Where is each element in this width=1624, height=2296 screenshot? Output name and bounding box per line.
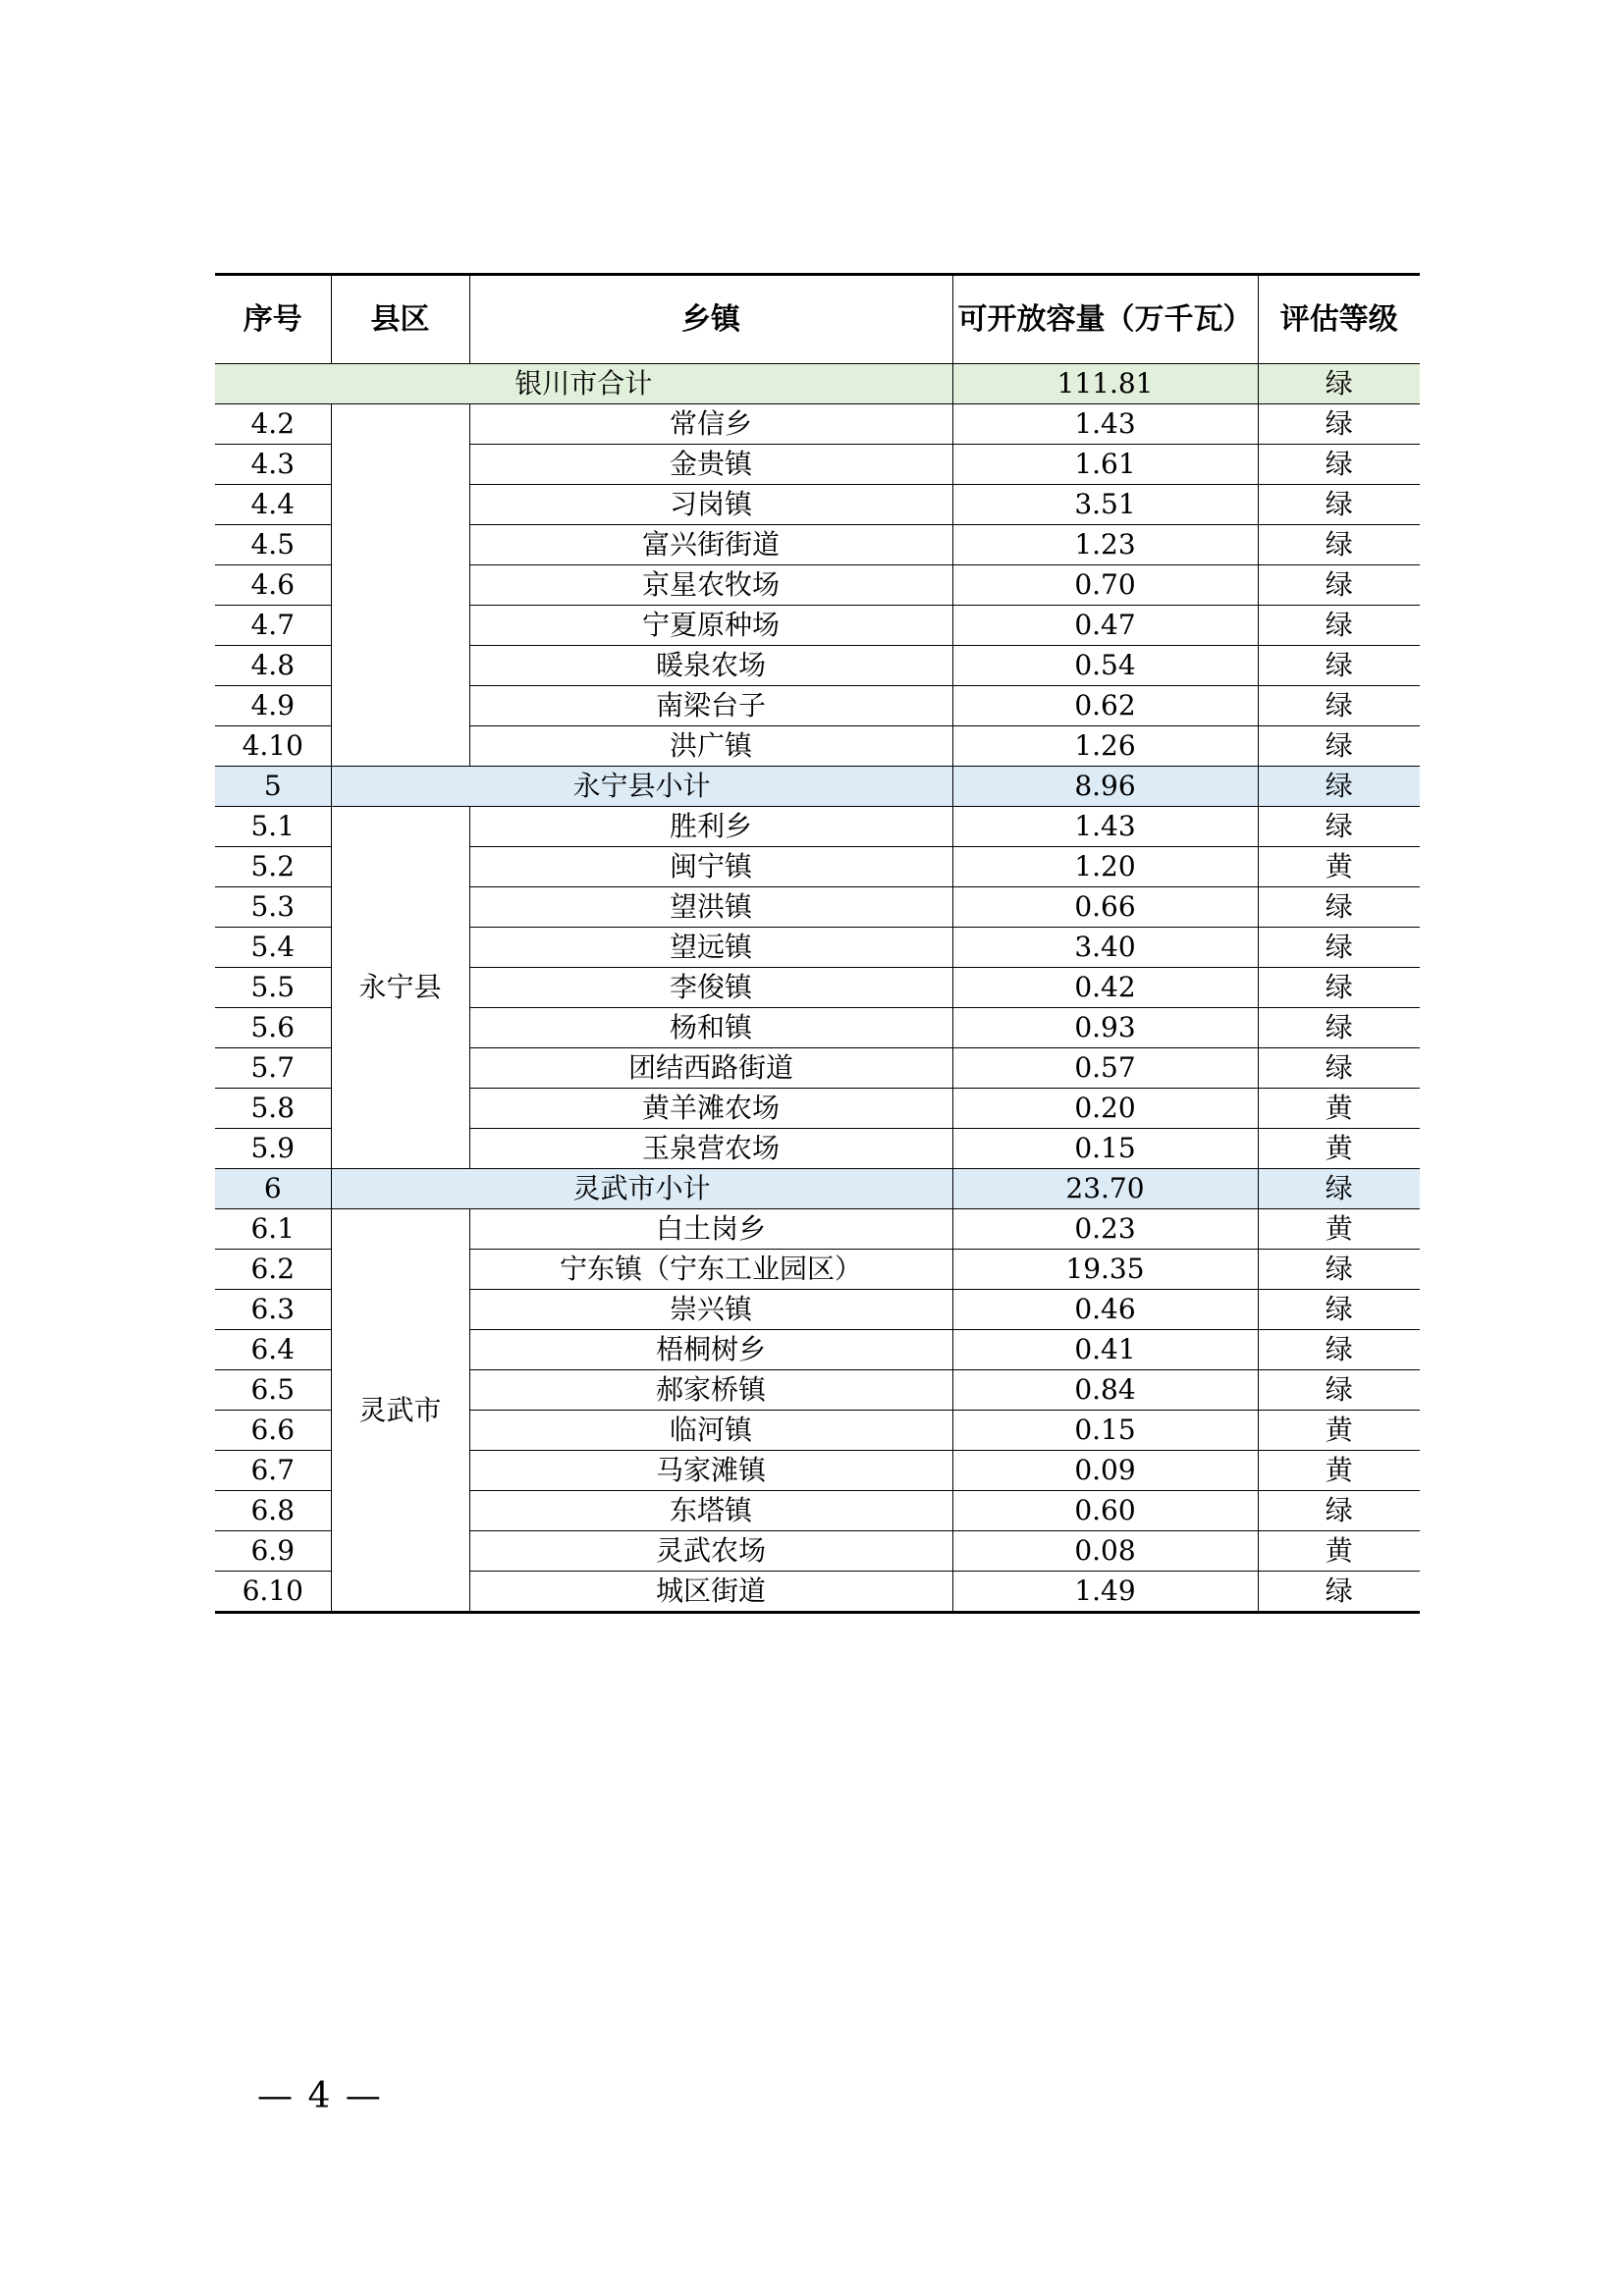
row-capacity: 1.61 xyxy=(952,445,1258,485)
row-township: 南梁台子 xyxy=(469,686,952,726)
row-capacity: 1.20 xyxy=(952,847,1258,887)
row-grade: 绿 xyxy=(1258,968,1420,1008)
city-total-row xyxy=(215,364,1420,404)
row-capacity: 3.40 xyxy=(952,928,1258,968)
row-township: 胜利乡 xyxy=(469,807,952,847)
row-capacity: 0.23 xyxy=(952,1209,1258,1250)
header-county: 县区 xyxy=(331,275,469,364)
subtotal-capacity: 8.96 xyxy=(952,767,1258,807)
header-capacity: 可开放容量（万千瓦） xyxy=(952,275,1258,364)
row-township: 闽宁镇 xyxy=(469,847,952,887)
row-capacity: 0.60 xyxy=(952,1491,1258,1531)
row-township: 城区街道 xyxy=(469,1572,952,1613)
row-grade: 黄 xyxy=(1258,1129,1420,1169)
row-township: 东塔镇 xyxy=(469,1491,952,1531)
subtotal-index: 6 xyxy=(215,1169,331,1209)
row-township: 望洪镇 xyxy=(469,887,952,928)
row-grade: 绿 xyxy=(1258,1290,1420,1330)
header-township: 乡镇 xyxy=(469,275,952,364)
header-index: 序号 xyxy=(215,275,331,364)
row-index: 6.1 xyxy=(215,1209,331,1250)
row-index: 5.6 xyxy=(215,1008,331,1048)
row-index: 5.9 xyxy=(215,1129,331,1169)
row-capacity: 0.15 xyxy=(952,1129,1258,1169)
row-capacity: 0.20 xyxy=(952,1089,1258,1129)
row-township: 望远镇 xyxy=(469,928,952,968)
row-grade: 绿 xyxy=(1258,485,1420,525)
city-total-capacity: 111.81 xyxy=(952,364,1258,404)
row-index: 6.4 xyxy=(215,1330,331,1370)
row-grade: 黄 xyxy=(1258,1531,1420,1572)
subtotal-label: 灵武市小计 xyxy=(331,1169,952,1209)
row-index: 4.9 xyxy=(215,686,331,726)
row-capacity: 0.84 xyxy=(952,1370,1258,1411)
row-index: 6.8 xyxy=(215,1491,331,1531)
row-county: 永宁县 xyxy=(331,807,469,1169)
row-index: 5.4 xyxy=(215,928,331,968)
row-township: 杨和镇 xyxy=(469,1008,952,1048)
row-grade: 绿 xyxy=(1258,1572,1420,1613)
row-township: 玉泉营农场 xyxy=(469,1129,952,1169)
row-township: 暖泉农场 xyxy=(469,646,952,686)
row-capacity: 0.42 xyxy=(952,968,1258,1008)
row-grade: 绿 xyxy=(1258,525,1420,565)
row-index: 5.5 xyxy=(215,968,331,1008)
row-index: 4.5 xyxy=(215,525,331,565)
row-grade: 绿 xyxy=(1258,445,1420,485)
row-index: 6.3 xyxy=(215,1290,331,1330)
row-capacity: 0.66 xyxy=(952,887,1258,928)
row-grade: 绿 xyxy=(1258,646,1420,686)
row-capacity: 0.62 xyxy=(952,686,1258,726)
row-capacity: 0.41 xyxy=(952,1330,1258,1370)
row-capacity: 0.93 xyxy=(952,1008,1258,1048)
row-index: 6.10 xyxy=(215,1572,331,1613)
row-township: 洪广镇 xyxy=(469,726,952,767)
row-index: 4.3 xyxy=(215,445,331,485)
row-grade: 绿 xyxy=(1258,887,1420,928)
row-capacity: 0.70 xyxy=(952,565,1258,606)
row-index: 6.2 xyxy=(215,1250,331,1290)
row-grade: 黄 xyxy=(1258,1411,1420,1451)
row-index: 6.7 xyxy=(215,1451,331,1491)
row-capacity: 0.47 xyxy=(952,606,1258,646)
header-grade: 评估等级 xyxy=(1258,275,1420,364)
table-row xyxy=(215,807,1420,847)
row-township: 金贵镇 xyxy=(469,445,952,485)
row-township: 郝家桥镇 xyxy=(469,1370,952,1411)
row-grade: 黄 xyxy=(1258,1209,1420,1250)
row-township: 临河镇 xyxy=(469,1411,952,1451)
row-capacity: 3.51 xyxy=(952,485,1258,525)
row-county: 灵武市 xyxy=(331,1209,469,1613)
capacity-table xyxy=(215,273,1420,1614)
row-grade: 绿 xyxy=(1258,1008,1420,1048)
subtotal-label: 永宁县小计 xyxy=(331,767,952,807)
row-township: 宁夏原种场 xyxy=(469,606,952,646)
row-grade: 绿 xyxy=(1258,726,1420,767)
subtotal-grade: 绿 xyxy=(1258,767,1420,807)
row-grade: 绿 xyxy=(1258,404,1420,445)
row-grade: 绿 xyxy=(1258,1330,1420,1370)
subtotal-capacity: 23.70 xyxy=(952,1169,1258,1209)
row-capacity: 0.15 xyxy=(952,1411,1258,1451)
row-capacity: 1.49 xyxy=(952,1572,1258,1613)
row-grade: 绿 xyxy=(1258,1370,1420,1411)
table-row xyxy=(215,1209,1420,1250)
row-capacity: 0.46 xyxy=(952,1290,1258,1330)
row-township: 白土岗乡 xyxy=(469,1209,952,1250)
row-capacity: 0.54 xyxy=(952,646,1258,686)
row-township: 灵武农场 xyxy=(469,1531,952,1572)
row-index: 5.3 xyxy=(215,887,331,928)
row-township: 常信乡 xyxy=(469,404,952,445)
row-township: 梧桐树乡 xyxy=(469,1330,952,1370)
row-index: 6.6 xyxy=(215,1411,331,1451)
subtotal-index: 5 xyxy=(215,767,331,807)
row-grade: 绿 xyxy=(1258,606,1420,646)
row-index: 5.7 xyxy=(215,1048,331,1089)
row-capacity: 0.08 xyxy=(952,1531,1258,1572)
row-capacity: 1.43 xyxy=(952,404,1258,445)
row-capacity: 0.57 xyxy=(952,1048,1258,1089)
row-grade: 黄 xyxy=(1258,847,1420,887)
row-index: 4.8 xyxy=(215,646,331,686)
row-index: 5.2 xyxy=(215,847,331,887)
row-index: 4.7 xyxy=(215,606,331,646)
row-capacity: 1.23 xyxy=(952,525,1258,565)
row-township: 富兴街街道 xyxy=(469,525,952,565)
row-grade: 绿 xyxy=(1258,686,1420,726)
header-row xyxy=(215,275,1420,364)
row-county xyxy=(331,404,469,767)
row-grade: 绿 xyxy=(1258,1250,1420,1290)
row-grade: 绿 xyxy=(1258,807,1420,847)
row-township: 崇兴镇 xyxy=(469,1290,952,1330)
row-capacity: 0.09 xyxy=(952,1451,1258,1491)
row-grade: 黄 xyxy=(1258,1089,1420,1129)
row-township: 宁东镇（宁东工业园区） xyxy=(469,1250,952,1290)
row-township: 黄羊滩农场 xyxy=(469,1089,952,1129)
row-township: 马家滩镇 xyxy=(469,1451,952,1491)
row-index: 5.1 xyxy=(215,807,331,847)
row-index: 6.5 xyxy=(215,1370,331,1411)
row-index: 4.10 xyxy=(215,726,331,767)
row-capacity: 1.26 xyxy=(952,726,1258,767)
row-index: 4.2 xyxy=(215,404,331,445)
city-total-grade: 绿 xyxy=(1258,364,1420,404)
row-township: 京星农牧场 xyxy=(469,565,952,606)
row-township: 习岗镇 xyxy=(469,485,952,525)
subtotal-grade: 绿 xyxy=(1258,1169,1420,1209)
subtotal-row xyxy=(215,1169,1420,1209)
row-index: 4.4 xyxy=(215,485,331,525)
row-capacity: 1.43 xyxy=(952,807,1258,847)
subtotal-row xyxy=(215,767,1420,807)
row-grade: 黄 xyxy=(1258,1451,1420,1491)
row-index: 6.9 xyxy=(215,1531,331,1572)
row-township: 李俊镇 xyxy=(469,968,952,1008)
city-total-label: 银川市合计 xyxy=(215,364,952,404)
row-capacity: 19.35 xyxy=(952,1250,1258,1290)
table-row xyxy=(215,404,1420,445)
row-index: 4.6 xyxy=(215,565,331,606)
row-grade: 绿 xyxy=(1258,565,1420,606)
row-township: 团结西路街道 xyxy=(469,1048,952,1089)
row-index: 5.8 xyxy=(215,1089,331,1129)
row-grade: 绿 xyxy=(1258,1048,1420,1089)
row-grade: 绿 xyxy=(1258,1491,1420,1531)
row-grade: 绿 xyxy=(1258,928,1420,968)
page-number: — 4 — xyxy=(257,2076,383,2116)
